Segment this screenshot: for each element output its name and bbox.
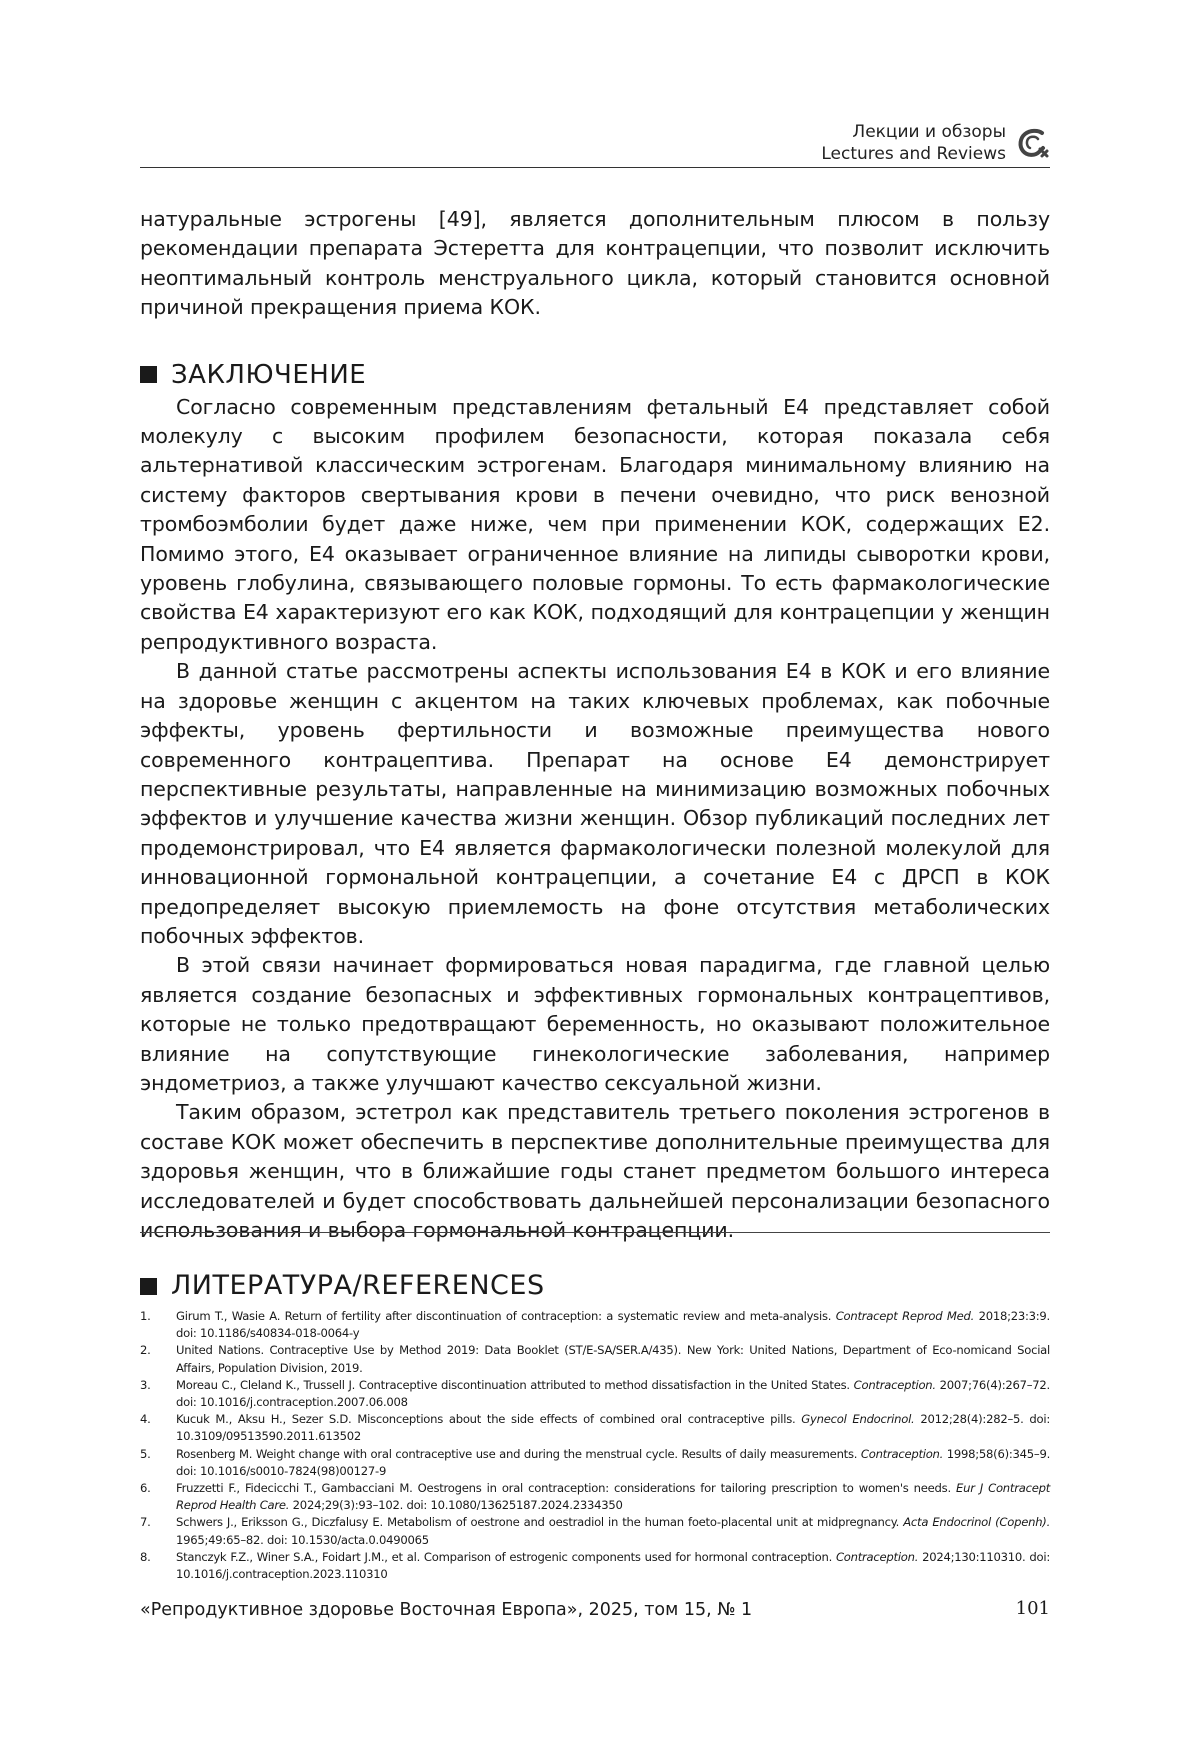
heading-square-icon bbox=[140, 366, 157, 383]
reference-details: 1965;49:65–82. doi: 10.1530/acta.0.0490065 bbox=[176, 1532, 429, 1547]
references-heading bbox=[140, 1270, 1050, 1302]
reference-details: 2018;23:3:9. doi: 10.1186/s40834-018-0064-y bbox=[176, 1309, 1050, 1341]
reference-journal: Contracept Reprod Med. bbox=[835, 1309, 975, 1323]
reference-details: 2007;76(4):267–72. doi: 10.1016/j.contraception.2007.06.008 bbox=[176, 1377, 1050, 1410]
reference-text: Girum T., Wasie A. Return of fertility after discontinuation of contraception: a systematic review and meta-analysis. bbox=[176, 1309, 836, 1323]
reference-text: Kucuk M., Aksu H., Sezer S.D. Misconceptions about the side effects of combined oral contraceptive pills. bbox=[176, 1412, 802, 1427]
reference-text: Rosenberg M. Weight change with oral contraceptive use and during the menstrual cycle. Results of daily measurements. bbox=[176, 1446, 861, 1461]
reference-text: Moreau C., Cleland K., Trussell J. Contraceptive discontinuation attributed to method dissatisfaction in the United States. bbox=[176, 1377, 854, 1392]
reference-item bbox=[140, 1549, 1050, 1583]
reference-journal: Eur J Contracept Reprod Health Care. bbox=[176, 1481, 1050, 1513]
reference-details: 1998;58(6):345–9. doi: 10.1016/s0010-7824(98)00127-9 bbox=[176, 1446, 1051, 1478]
reference-details: 2012;28(4):282–5. doi: 10.3109/09513590.2011.613502 bbox=[176, 1412, 1050, 1444]
section-title-ru: Лекции и обзоры bbox=[852, 122, 1006, 142]
reference-item bbox=[140, 1514, 1050, 1548]
reference-item bbox=[140, 1308, 1050, 1342]
conclusion-paragraph: В данной статье рассмотрены аспекты использования Е4 в КОК и его влияние на здоровье женщин с акцентом на таких ключевых проблемах, как побочные эффекты, уровень фертильности и возможные преимущества нового современного контрацептива. Препарат на основе Е4 демонстрирует перспективные результаты, направленные на минимизацию возможных побочных эффектов и улучшение качества жизни женщин. Обзор публикаций последних лет продемонстрировал, что Е4 является фармакологически полезной молекулой для инновационной гормональной контрацепции, а сочетание Е4 с ДРСП в КОК предопределяет высокую приемлемость на фоне отсутствия метаболических побочных эффектов. bbox=[140, 659, 1050, 948]
reference-number: 1. bbox=[140, 1309, 151, 1323]
reference-number: 4. bbox=[140, 1412, 151, 1427]
conclusion-heading bbox=[140, 359, 1050, 391]
reference-text: Fruzzetti F., Fidecicchi T., Gambacciani M. Oestrogens in oral contraception: considerations for tailoring prescription to women's needs. bbox=[176, 1481, 957, 1496]
references-separator bbox=[140, 1232, 1050, 1233]
conclusion-paragraph: В этой связи начинает формироваться новая парадигма, где главной целью является создание безопасных и эффективных гормональных контрацептивов, которые не только предотвращают беременность, но оказывают положительное влияние на сопутствующие гинекологические заболевания, например эндометриоз, а также улучшают качество сексуальной жизни. bbox=[140, 953, 1050, 1095]
reference-text: Schwers J., Eriksson G., Diczfalusy E. Metabolism of oestrone and oestradiol in the human foeto-placental unit at midpregnancy. bbox=[176, 1515, 904, 1530]
reference-journal: Contraception. bbox=[835, 1549, 919, 1564]
reference-item bbox=[140, 1411, 1050, 1445]
references-heading-text: ЛИТЕРАТУРА/REFERENCES bbox=[171, 1270, 545, 1301]
intro-paragraph: натуральные эстрогены [49], является дополнительным плюсом в пользу рекомендации препарата Эстеретта для контрацепции, что позволит исключить неоптимальный контроль менструального цикла, который становится основной причиной прекращения приема КОК. bbox=[140, 207, 1050, 320]
reference-item bbox=[140, 1446, 1050, 1480]
reference-item bbox=[140, 1480, 1050, 1514]
conclusion-paragraph: Таким образом, эстетрол как представитель третьего поколения эстрогенов в составе КОК может обеспечить в перспективе дополнительные преимущества для здоровья женщин, что в ближайшие годы станет предметом большого интереса исследователей и будет способствовать дальнейшей персонализации безопасного использования и выбора гормональной контрацепции. bbox=[140, 1100, 1050, 1242]
reference-number: 5. bbox=[140, 1446, 151, 1461]
header-rule bbox=[140, 167, 1050, 168]
heading-square-icon bbox=[140, 1278, 157, 1295]
article-body bbox=[140, 205, 1050, 1245]
running-header bbox=[140, 121, 1050, 165]
reference-item bbox=[140, 1377, 1050, 1411]
reference-text: United Nations. Contraceptive Use by Method 2019: Data Booklet (ST/E-SA/SER.A/435). New York: United Nations, Department of Eco-nomicand Social Affairs, Population Division, 2019. bbox=[176, 1343, 1050, 1375]
conclusion-heading-text: ЗАКЛЮЧЕНИЕ bbox=[171, 359, 367, 390]
reference-number: 6. bbox=[140, 1481, 151, 1496]
reference-details: 2024;130:110310. doi: 10.1016/j.contraception.2023.110310 bbox=[176, 1549, 1050, 1582]
reference-journal: Contraception. bbox=[860, 1446, 944, 1461]
reference-text: Stanczyk F.Z., Winer S.A., Foidart J.M., et al. Comparison of estrogenic components used for hormonal contraception. bbox=[176, 1549, 836, 1564]
page-number: 101 bbox=[1015, 1598, 1050, 1619]
reference-number: 2. bbox=[140, 1343, 151, 1358]
running-header-text bbox=[821, 121, 1006, 165]
reference-number: 7. bbox=[140, 1515, 151, 1530]
reference-journal: Contraception. bbox=[853, 1377, 936, 1392]
female-symbol-logo-icon bbox=[1016, 127, 1050, 161]
conclusion-paragraph: Согласно современным представлениям фетальный Е4 представляет собой молекулу с высоким профилем безопасности, которая показала себя альтернативой классическим эстрогенам. Благодаря минимальному влиянию на систему факторов свертывания крови в печени очевидно, что риск венозной тромбоэмболии будет даже ниже, чем при применении КОК, содержащих Е2. Помимо этого, Е4 оказывает ограниченное влияние на липиды сыворотки крови, уровень глобулина, связывающего половые гормоны. То есть фармакологические свойства Е4 характеризуют его как КОК, подходящий для контрацепции у женщин репродуктивного возраста. bbox=[140, 394, 1050, 654]
reference-number: 8. bbox=[140, 1549, 151, 1564]
section-title-en: Lectures and Reviews bbox=[821, 144, 1006, 164]
page-footer bbox=[140, 1600, 1050, 1628]
reference-item bbox=[140, 1342, 1050, 1376]
references-section bbox=[140, 1270, 1050, 1583]
reference-number: 3. bbox=[140, 1377, 151, 1392]
reference-details: 2024;29(3):93–102. doi: 10.1080/13625187.2024.2334350 bbox=[289, 1498, 623, 1513]
reference-list bbox=[140, 1308, 1050, 1583]
footer-journal-citation: «Репродуктивное здоровье Восточная Европа», 2025, том 15, № 1 bbox=[140, 1600, 753, 1620]
reference-journal: Acta Endocrinol (Copenh). bbox=[903, 1515, 1051, 1530]
reference-journal: Gynecol Endocrinol. bbox=[801, 1412, 915, 1427]
